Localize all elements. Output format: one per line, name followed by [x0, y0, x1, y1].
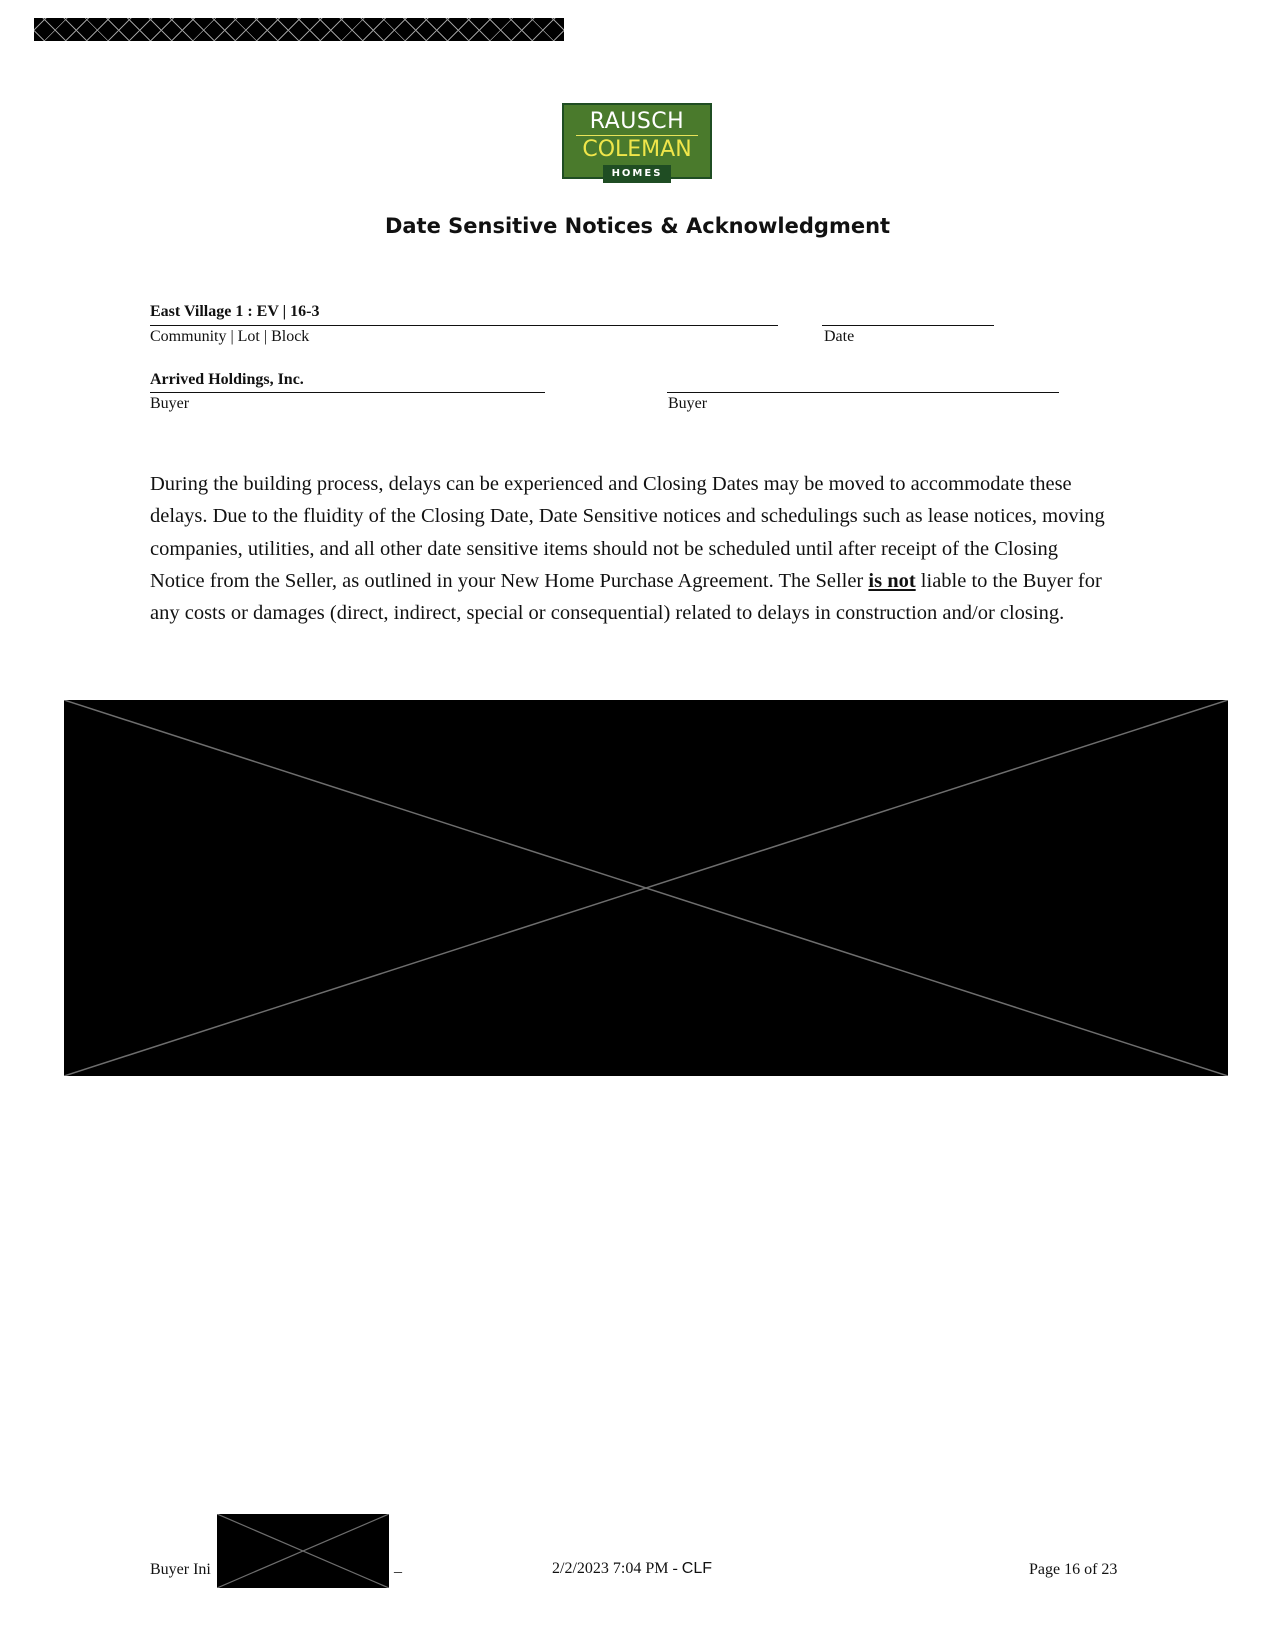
redacted-signature-block — [64, 700, 1228, 1076]
company-logo — [562, 103, 712, 183]
notice-text-part1: During the building process, delays can be experienced and Closing Dates may be moved to accommodate these delays. Due to the fluidity of the Closing Date, Date Sensitive notices and schedulings such as lease notices, moving companies, utilities, and all other date sensitive items should not be scheduled until after receipt of the Closing Notice from the Seller, as outlined in your New Home Purchase Agreement. The Seller — [150, 473, 1105, 592]
logo-text-line2: COLEMAN — [582, 137, 692, 162]
community-value: East Village 1 : EV | 16-3 — [150, 303, 320, 320]
timestamp-text: 2/2/2023 7:04 PM - — [552, 1560, 682, 1577]
redacted-initials — [217, 1514, 389, 1588]
buyer2-line — [667, 392, 1059, 393]
page-number: Page 16 of 23 — [1029, 1561, 1118, 1578]
buyer1-label: Buyer — [150, 395, 190, 412]
logo-text-line1: RAUSCH — [589, 109, 685, 134]
buyer1-line — [150, 392, 545, 393]
footer-timestamp — [552, 1560, 712, 1578]
notice-paragraph — [150, 468, 1110, 629]
redaction-bar — [34, 18, 564, 41]
buyer-initials-label: Buyer Ini — [150, 1561, 211, 1578]
document-title: Date Sensitive Notices & Acknowledgment — [384, 214, 891, 238]
buyer-initials-suffix: _ — [394, 1558, 402, 1575]
date-line — [822, 325, 994, 326]
buyer1-value: Arrived Holdings, Inc. — [150, 371, 304, 388]
logo-rule — [576, 135, 698, 136]
notice-emphasis: is not — [868, 569, 916, 592]
community-line — [150, 325, 778, 326]
logo-text-line3: HOMES — [603, 165, 671, 183]
notice-text-part2: liable to the Buyer for any costs or damages (direct, indirect, special or consequential) related to delays in construction and/or closing. — [150, 569, 1102, 625]
buyer2-label: Buyer — [668, 395, 708, 412]
community-label: Community | Lot | Block — [150, 328, 310, 345]
timestamp-code: CLF — [681, 1560, 713, 1577]
date-label: Date — [824, 328, 855, 345]
